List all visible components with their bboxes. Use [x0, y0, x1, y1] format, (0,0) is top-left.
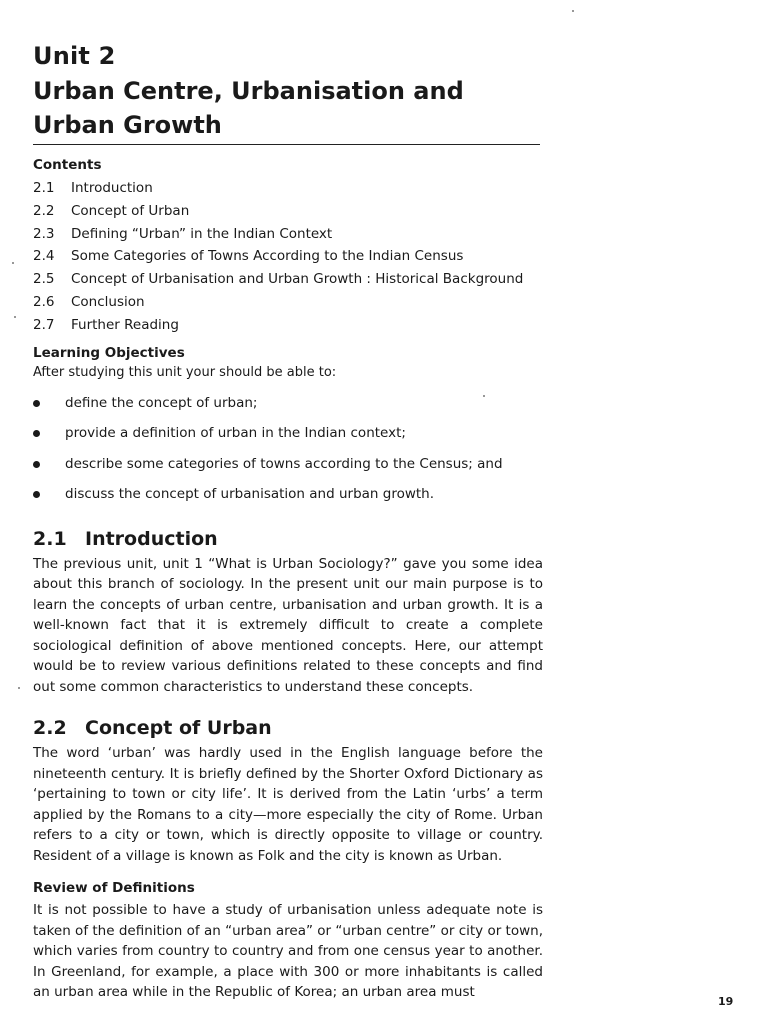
contents-item-number: 2.3 [33, 225, 55, 242]
contents-item-number: 2.6 [33, 293, 55, 310]
section-number: 2.1 [33, 527, 67, 550]
bullet-icon [33, 491, 40, 498]
contents-item [33, 200, 543, 223]
objective-item [33, 479, 543, 510]
page-title: Urban Centre, Urbanisation and Urban Growth [33, 74, 540, 145]
objective-text: discuss the concept of urbanisation and urban growth. [65, 486, 435, 503]
objective-text: define the concept of urban; [65, 394, 258, 411]
section-number: 2.2 [33, 717, 67, 740]
contents-item-label: Concept of Urbanisation and Urban Growth : Historical Background [71, 271, 524, 288]
contents-item-label: Further Reading [71, 316, 179, 333]
contents-item-label: Introduction [71, 180, 153, 196]
introduction-paragraph: The previous unit, unit 1 “What is Urban Sociology?” gave you some idea about this branch of sociology. In the present unit our main purpose is to learn the concepts of urban centre, urbanisation and urban growth. It is a well-known fact that it is extremely difficult to create a complete sociological definition of above mentioned concepts. Here, our attempt would be to review various definitions related to these concepts and find out some common characteristics to understand these concepts. [33, 555, 543, 695]
contents-item-label: Conclusion [71, 293, 145, 310]
contents-item-number: 2.7 [33, 316, 55, 333]
contents-item-label: Some Categories of Towns According to the Indian Census [71, 248, 464, 265]
objective-item [33, 388, 543, 419]
objective-item [33, 449, 543, 480]
section-heading-concept-of-urban [33, 717, 543, 739]
scan-speck [572, 10, 574, 12]
objective-item [33, 418, 543, 449]
contents-item-number: 2.1 [33, 180, 55, 196]
concept-paragraph: The word ‘urban’ was hardly used in the English language before the nineteenth century. It is briefly defined by the Shorter Oxford Dictionary as ‘pertaining to town or city life’. It is derived from the Latin ‘urbs’ a term applied by the Romans to a city—more especially the city of Rome. Urban refers to a city or town, which is directly opposite to village or country. Resident of a village is known as Folk and the city is known as Urban. [33, 745, 543, 864]
learning-objectives-intro: After studying this unit your should be able to: [33, 364, 337, 380]
contents-item-number: 2.5 [33, 271, 55, 288]
contents-item-number: 2.2 [33, 202, 55, 219]
contents-list [33, 177, 543, 337]
page-number: 19 [718, 995, 734, 1008]
bullet-icon [33, 461, 40, 468]
objective-text: provide a definition of urban in the Indian context; [65, 425, 406, 442]
contents-item [33, 177, 543, 200]
unit-label: Unit 2 [33, 42, 116, 70]
section-title: Concept of Urban [85, 717, 272, 740]
learning-objectives-list [33, 388, 543, 510]
learning-objectives-heading: Learning Objectives [33, 344, 185, 361]
scan-speck [18, 687, 20, 689]
contents-item-label: Concept of Urban [71, 202, 190, 219]
contents-item [33, 314, 543, 337]
section-title: Introduction [85, 527, 218, 550]
contents-heading: Contents [33, 157, 102, 173]
contents-item-label: Defining “Urban” in the Indian Context [71, 225, 333, 242]
review-paragraph: It is not possible to have a study of urbanisation unless adequate note is taken of the definition of an “urban area” or “urban centre” or city or town, which varies from country to country and from one census year to another. In Greenland, for example, a place with 300 or more inhabitants is called an urban area while in the Republic of Korea; an urban area must [33, 902, 543, 1001]
review-of-definitions-heading: Review of Definitions [33, 880, 195, 897]
scan-speck [483, 395, 485, 397]
objective-text: describe some categories of towns according to the Census; and [65, 455, 503, 472]
section-heading-introduction [33, 528, 543, 550]
scan-speck [12, 262, 14, 264]
contents-item [33, 291, 543, 314]
page-content [33, 40, 543, 1003]
contents-item [33, 268, 543, 291]
bullet-icon [33, 430, 40, 437]
bullet-icon [33, 400, 40, 407]
contents-item [33, 245, 543, 268]
contents-item-number: 2.4 [33, 248, 55, 265]
contents-item [33, 223, 543, 246]
scan-speck [14, 316, 16, 318]
